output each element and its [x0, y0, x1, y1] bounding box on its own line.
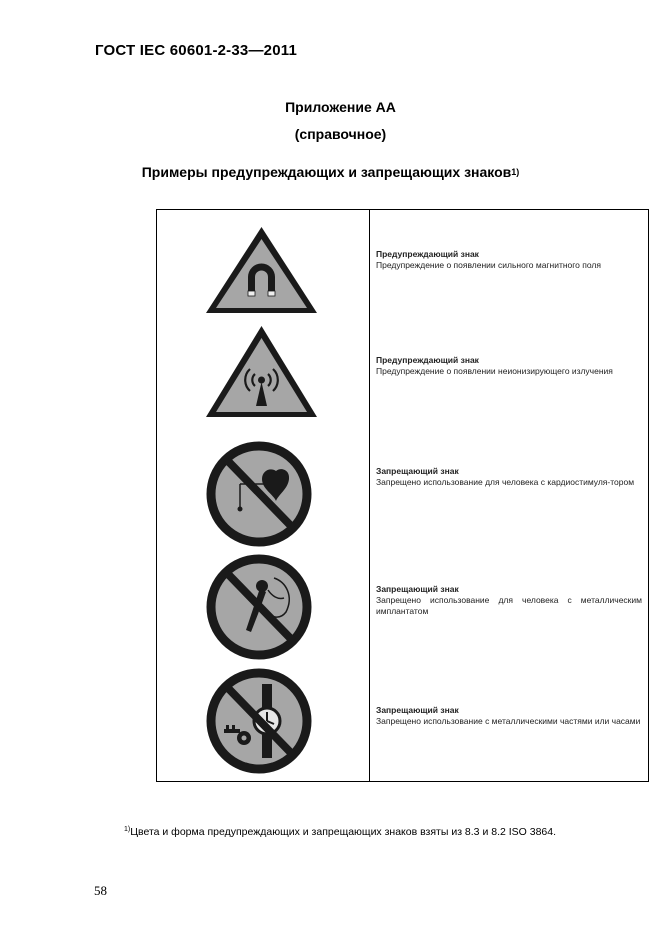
- footnote: [124, 826, 556, 838]
- sign-type: Запрещающий знак: [376, 466, 459, 476]
- sign-text: Запрещено использование с металлическими частями или часами: [376, 716, 641, 726]
- no-metal-implant-icon: [204, 552, 314, 662]
- signs-table: [156, 209, 649, 782]
- sign-description: [376, 249, 642, 271]
- footnote-text: Цвета и форма предупреждающих и запрещающих знаков взяты из 8.3 и 8.2 ISO 3864.: [130, 826, 557, 838]
- sign-description: [376, 584, 642, 617]
- warning-magnetic-field-icon: [204, 225, 319, 315]
- sign-description: [376, 705, 642, 727]
- appendix-heading-text: Примеры предупреждающих и запрещающих знаков: [141, 164, 512, 180]
- appendix-title: Приложение АА: [285, 99, 396, 115]
- sign-type: Запрещающий знак: [376, 584, 459, 594]
- sign-type: Предупреждающий знак: [376, 355, 479, 365]
- sign-description: [376, 355, 642, 377]
- signs-image-column: [157, 210, 370, 782]
- page-number: 58: [94, 883, 107, 898]
- sign-type: Предупреждающий знак: [376, 249, 479, 259]
- warning-nonionizing-radiation-icon: [204, 324, 319, 419]
- appendix-heading: [0, 164, 661, 180]
- sign-type: Запрещающий знак: [376, 705, 459, 715]
- sign-text: Предупреждение о появлении неионизирующего излучения: [376, 366, 613, 376]
- no-metal-parts-watches-icon: [204, 666, 314, 776]
- sign-description: [376, 466, 642, 488]
- sign-text: Запрещено использование для человека с кардиостимуля-тором: [376, 477, 635, 487]
- appendix-status: (справочное): [294, 126, 387, 142]
- standard-code: ГОСТ IEC 60601-2-33—2011: [95, 42, 298, 59]
- sign-text: Предупреждение о появлении сильного магнитного поля: [376, 260, 601, 270]
- footnote-mark: 1): [124, 826, 131, 833]
- no-pacemaker-icon: [204, 439, 314, 549]
- signs-description-column: [370, 210, 649, 782]
- sign-text: Запрещено использование для человека с металлическим имплантатом: [376, 595, 642, 616]
- footnote-ref: 1): [511, 167, 520, 177]
